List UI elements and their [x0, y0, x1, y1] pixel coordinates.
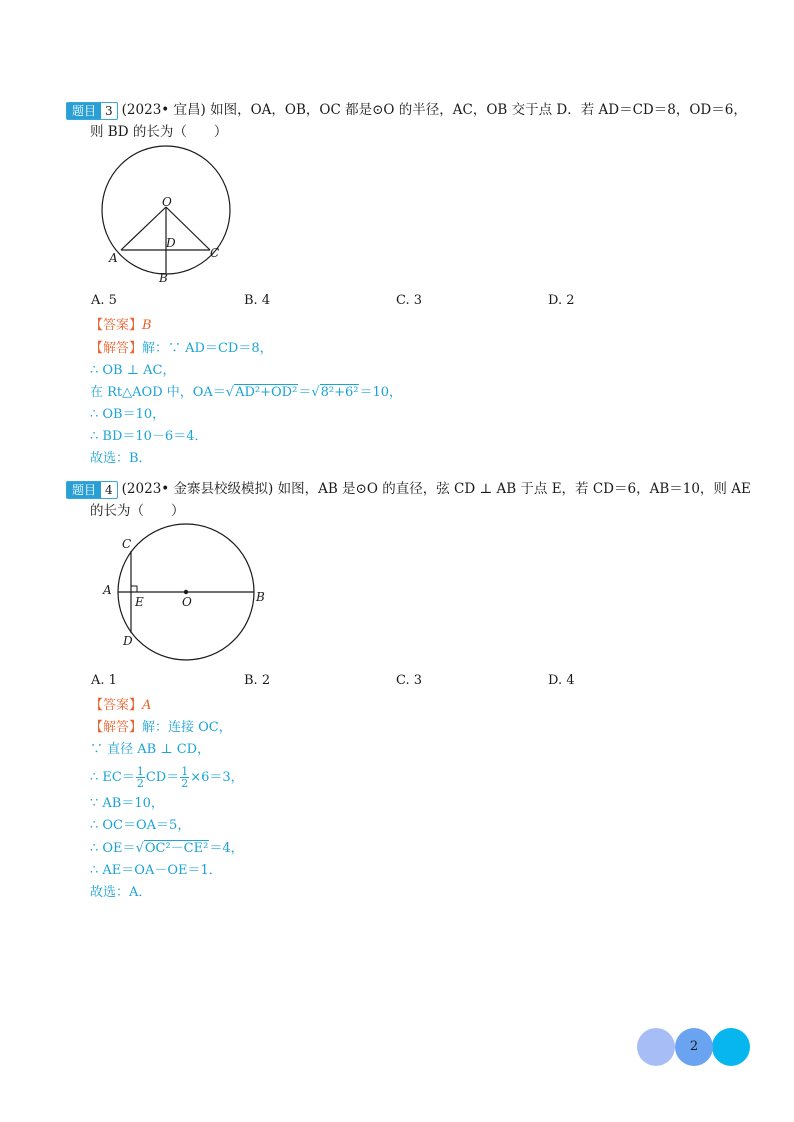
q4-right-angle-mark — [131, 586, 137, 592]
q3-option-d[interactable]: D. 2 — [548, 293, 575, 308]
q3-badge: 题目 3 — [66, 102, 118, 120]
q3-option-a[interactable]: A. 5 — [91, 293, 117, 308]
q4-label-O: O — [182, 595, 192, 609]
q4-label-B: B — [256, 590, 265, 604]
q4-figure — [98, 522, 273, 667]
q3-stem-line2: 则 BD 的长为（ ） — [90, 124, 228, 140]
q4-label-A: A — [103, 583, 112, 597]
q4-label-D: D — [123, 634, 133, 648]
q3-stem-line1: 题目 3 (2023• 宜昌) 如图，OA，OB，OC 都是⊙O 的半径，AC，OB 交于点 D．若 AD＝CD＝8，OD＝6， — [66, 101, 747, 120]
q4-solution-line1: 【解答】解：连接 OC， — [90, 720, 232, 735]
page-number: 2 — [689, 1039, 699, 1054]
q4-answer: 【答案】A — [90, 698, 152, 713]
q3-solution-line4: ∴ OB＝10， — [90, 407, 166, 422]
q4-solution-line8: 故选：A． — [90, 885, 152, 900]
q4-solution-line2: ∵ 直径 AB ⊥ CD， — [90, 742, 211, 757]
q4-option-c[interactable]: C. 3 — [396, 673, 423, 688]
q3-option-b[interactable]: B. 4 — [244, 293, 271, 308]
q4-solution-line7: ∴ AE＝OA－OE＝1． — [90, 863, 222, 878]
q3-label-A: A — [109, 251, 118, 265]
q4-stem-line2: 的长为（ ） — [90, 503, 185, 519]
q3-label-B: B — [159, 271, 168, 285]
q4-fraction-2: $\frac{1}{2}$ — [181, 765, 189, 790]
q3-label-O: O — [162, 195, 172, 209]
page-deco-circle-right — [712, 1028, 750, 1066]
q4-label-C: C — [122, 537, 132, 551]
q3-solution-line6: 故选：B． — [90, 451, 152, 466]
q4-option-d[interactable]: D. 4 — [548, 673, 575, 688]
q4-fraction-1: $\frac{1}{2}$ — [136, 765, 144, 790]
q3-figure — [96, 142, 236, 288]
q4-badge: 题目 4 — [66, 481, 118, 499]
q3-option-c[interactable]: C. 3 — [396, 293, 423, 308]
q4-solution-line6: ∴ OE＝√OC²－CE²＝4， — [90, 841, 244, 856]
q3-segment-OA — [121, 207, 166, 250]
q3-label-C: C — [210, 246, 220, 260]
q3-label-D: D — [166, 236, 176, 250]
q3-solution-line3: 在 Rt△AOD 中，OA＝√AD²+OD²＝√8²+6²＝10， — [90, 385, 403, 400]
q4-option-b[interactable]: B. 2 — [244, 673, 271, 688]
q4-solution-line5: ∴ OC＝OA＝5， — [90, 818, 191, 833]
q4-solution-line4: ∵ AB＝10， — [90, 796, 164, 811]
q4-stem-line1: 题目 4 (2023• 金寨县校级模拟) 如图，AB 是⊙O 的直径，弦 CD ⊥ AB 于点 E，若 CD＝6，AB＝10，则 AE — [66, 480, 751, 499]
page-deco-circle-left — [637, 1028, 675, 1066]
q3-solution-line1: 【解答】解：∵ AD＝CD＝8， — [90, 341, 273, 356]
q4-option-a[interactable]: A. 1 — [91, 673, 117, 688]
q3-solution-line5: ∴ BD＝10－6＝4． — [90, 429, 208, 444]
q4-solution-line3: ∴ EC＝ $\frac{1}{2}$ CD＝ $\frac{1}{2}$ ×6＝3， — [90, 765, 244, 790]
q3-solution-line2: ∴ OB ⊥ AC， — [90, 363, 176, 378]
q4-label-E: E — [135, 595, 144, 609]
q3-answer: 【答案】B — [90, 318, 152, 333]
q4-center-dot — [184, 590, 188, 594]
page-number-badge — [675, 1028, 713, 1066]
